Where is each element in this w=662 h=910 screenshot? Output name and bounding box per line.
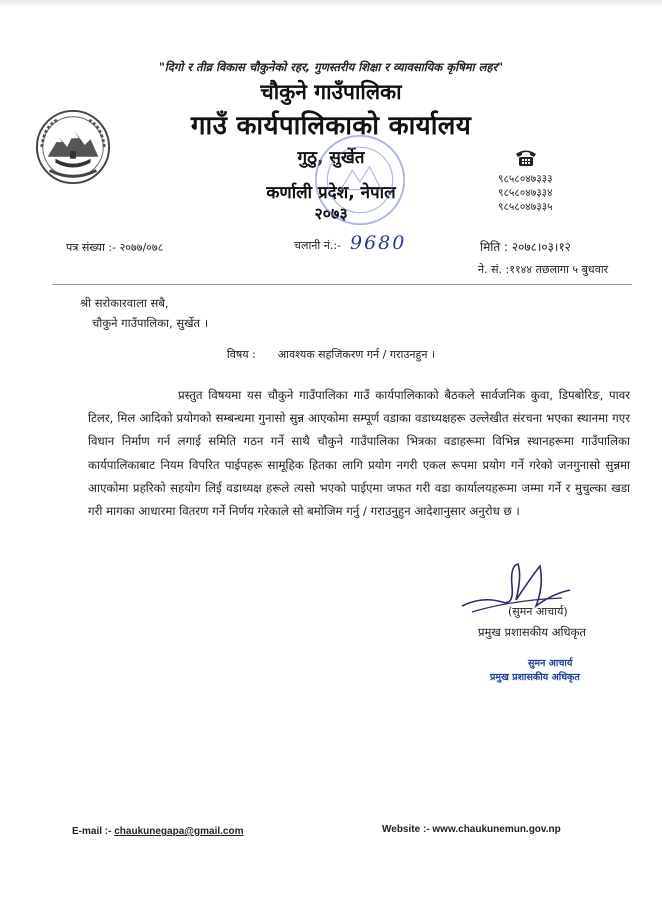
recipient-line-2: चौकुने गाउँपालिका, सुर्खेत । — [92, 316, 209, 330]
dispatch-number-handwritten: 9680 — [350, 232, 407, 254]
stamp-title: प्रमुख प्रशासकीय अधिकृत — [490, 672, 580, 683]
signatory-title: प्रमुख प्रशासकीय अधिकृत — [478, 625, 586, 639]
letter-number: पत्र संख्या :- २०७७/०७८ — [66, 241, 164, 254]
phone-numbers — [498, 172, 553, 214]
website-link[interactable]: www.chaukunemun.gov.np — [432, 824, 561, 835]
subject-text: आवश्यक सहजिकरण गर्न / गराउनहुन । — [277, 348, 436, 361]
stamp-name: सुमन आचार्य — [528, 658, 573, 669]
signatory-name: (सुमन आचार्य) — [508, 605, 568, 618]
established-year: २०७३ — [314, 204, 348, 223]
letter-body: प्रस्तुत विषयमा यस चौकुने गाउँपालिका गाउँ कार्यपालिकाको बैठकले सार्वजनिक कुवा, डिपबोरिङ, पावर टिलर, मिल आदिको प्रयोगको सम्बन्धमा गुनासो सुन्न आएकोमा सम्पूर्ण वडाका वडाध्यक्षहरू उल्लेखीत संरचना भएका स्थानमा गएर विधान निर्माण गर्न लगाई समिति गठन गर्ने साथै चौकुने गाउँपालिका भित्रका वडाहरूमा विभिन्न स्थानहरूमा गाउँपालिका कार्यपालिकाबाट नियम विपरित पाईपहरू सामूहिक हितका लागि प्रयोग नगरी एकल रूपमा प्रयोग गर्ने गरेको जनगुनासो सुन्नमा आएकोमा प्रहरिको सहयोग लिई वडाध्यक्ष हरूले त्यसो भएको पाईएमा जफत गरी वडा कार्यालयहरूमा जम्मा गर्ने र मुचुल्का खडा गरी मागका आधारमा वितरण गर्ने निर्णय गरेकाले सो बमोजिम गर्नु / गराउनुहुन आदेशानुसार अनुरोध छ । — [88, 388, 630, 519]
dispatch-label: चलानी नं.:- — [294, 239, 342, 252]
telephone-icon — [514, 147, 538, 167]
scan-top-edge — [0, 0, 662, 8]
phone-number: ९८५८०४७३३४ — [498, 187, 553, 199]
government-emblem-icon — [34, 108, 112, 186]
municipality-name: चौकुने गाउँपालिका — [260, 80, 402, 104]
phone-number: ९८५८०४७३३३ — [498, 173, 553, 185]
footer-website — [382, 824, 561, 835]
subject-line — [0, 347, 662, 362]
recipient-line-1: श्री सरोकारवाला सबै, — [80, 296, 169, 310]
email-label: E-mail :- — [72, 826, 112, 837]
office-location: गुठु, सुर्खेत — [297, 148, 365, 168]
website-label: Website :- — [382, 824, 430, 835]
letter-date: मिति : २०७८।०३।१२ — [480, 240, 571, 254]
office-name: गाउँ कार्यपालिकाको कार्यालय — [190, 111, 472, 141]
office-seal-icon — [312, 132, 408, 228]
letterhead-slogan: "दिगो र तीव्र विकास चौकुनेको रहर, गुणस्तरीय शिक्षा र व्यावसायिक कृषिमा लहर" — [158, 60, 504, 74]
header-divider — [52, 284, 632, 285]
email-address-link[interactable]: chaukunegapa@gmail.com — [114, 826, 244, 837]
footer-email — [72, 826, 243, 837]
nepal-sambat-date: ने. सं. :११४४ तछलागा ५ बुधवार — [478, 263, 609, 276]
province-name: कर्णाली प्रदेश, नेपाल — [266, 183, 396, 203]
subject-label: विषय : — [226, 348, 256, 361]
phone-number: ९८५८०४७३३५ — [498, 201, 553, 213]
